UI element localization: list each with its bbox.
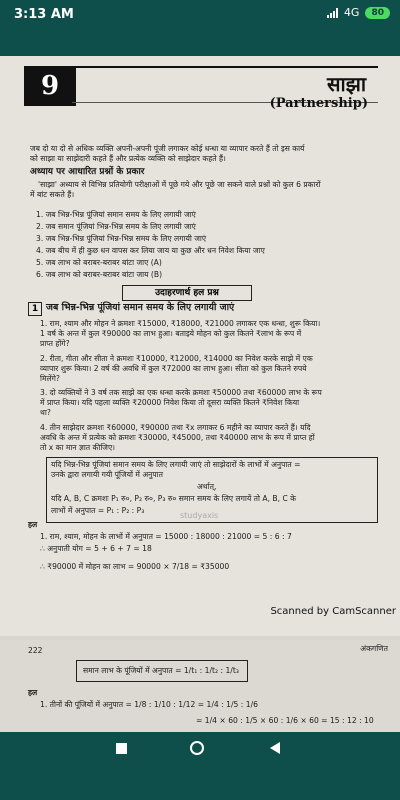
solution-line: = 1/4 × 60 : 1/5 × 60 : 1/6 × 60 = 15 : 12 : 10	[196, 716, 374, 725]
home-button[interactable]	[190, 741, 204, 755]
status-bar	[0, 0, 400, 30]
type-item: 6. जब लाभ को बराबर-बराबर बांटा जाय (B)	[36, 270, 163, 279]
question-line: तो x का मान ज्ञात कीजिए।	[40, 443, 116, 452]
question-line: 3. दो व्यक्तियों ने 3 वर्ष तक साझे का एक धन्धा करके क्रमशः ₹50000 तथा ₹60000 लाभ के रूप	[40, 388, 322, 397]
solution-label: हल	[28, 520, 38, 529]
rule-line: लाभों में अनुपात = P₁ : P₂ : P₃	[51, 506, 145, 515]
rule-line: अर्थात्,	[197, 482, 217, 491]
signal-icon	[327, 8, 338, 18]
recent-apps-button[interactable]	[116, 743, 127, 754]
chapter-title-hindi: साझा	[327, 72, 366, 96]
question-line: 2. रीता, गीता और सीता ने क्रमशः ₹10000, ₹12000, ₹14000 का निवेश करके साझे में एक	[40, 354, 313, 363]
chapter-title-english: (Partnership)	[269, 96, 368, 111]
document-viewer[interactable]	[0, 56, 400, 732]
section-number: 1	[28, 302, 42, 316]
types-intro-line: 'साझा' अध्याय से विभिन्न प्रतियोगी परीक्षाओं में पूछे गये और पूछे जा सकने वाले प्रश्नों को कुल 6 प्रकारों	[38, 180, 321, 189]
battery-icon: 80	[365, 7, 390, 19]
question-line: 4. तीन साझेदार क्रमशः ₹60000, ₹90000 तथा ₹x लगाकर 6 महीने का व्यापार करते हैं। यदि	[40, 423, 311, 432]
rule-line: यदि भिन्न-भिन्न पूंजियां समान समय के लिए लगायी जाएं तो साझेदारों के लाभों में अनुपात =	[51, 460, 301, 469]
status-icons	[327, 6, 390, 19]
scanned-by-label: Scanned by CamScanner	[270, 606, 396, 617]
document-page-1	[0, 56, 400, 636]
intro-line: को साझा या साझेदारी कहते हैं और प्रत्येक व्यक्ति को साझेदार कहते हैं।	[30, 154, 226, 163]
types-heading: अध्याय पर आधारित प्रश्नों के प्रकार	[30, 167, 145, 177]
question-line: 1. राम, श्याम और मोहन ने क्रमशः ₹15000, ₹18000, ₹21000 लगाकर एक धन्धा, शुरू किया।	[40, 319, 321, 328]
page-corner-label: अंकगणित	[360, 644, 388, 653]
type-item: 5. जब लाभ को बराबर-बराबर बांटा जाए (A)	[36, 258, 162, 267]
page-number: 222	[28, 646, 43, 655]
clock: 3:13 AM	[14, 7, 74, 22]
back-button[interactable]	[270, 742, 280, 754]
solution-line: ∴ अनुपाती योग = 5 + 6 + 7 = 18	[40, 544, 152, 553]
intro-line: जब दो या दो से अधिक व्यक्ति अपनी-अपनी पूंजी लगाकर कोई धन्धा या व्यापार करते हैं तो इस कार्य	[30, 144, 305, 153]
solution-label: हल	[28, 688, 38, 697]
question-line: प्राप्त होंगे?	[40, 339, 70, 348]
section-title: जब भिन्न-भिन्न पूंजियां समान समय के लिए लगायी जाएं	[46, 302, 235, 313]
network-label: 4G	[343, 6, 360, 19]
type-item: 2. जब समान पूंजियां भिन्न-भिन्न समय के लिए लगायी जाएं	[36, 222, 196, 231]
type-item: 3. जब भिन्न-भिन्न पूंजियां भिन्न-भिन्न समय के लिए लगायी जाएं	[36, 234, 207, 243]
question-line: मिलेंगे?	[40, 374, 60, 383]
solution-line: 1. राम, श्याम, मोहन के लाभों में अनुपात = 15000 : 18000 : 21000 = 5 : 6 : 7	[40, 532, 292, 541]
formula-box	[76, 660, 248, 682]
rule-line: उनके द्वारा लगायी गयी पूंजियों में अनुपात	[51, 470, 163, 479]
solution-line: 1. तीनों की पूंजियों में अनुपात = 1/8 : 1/10 : 1/12 = 1/4 : 1/5 : 1/6	[40, 700, 258, 709]
chapter-number: 9	[24, 66, 76, 106]
question-line: में प्राप्त किया। यदि पहला व्यक्ति ₹20000 निवेश किया तो दूसरा व्यक्ति कितने ₹निवेश किया	[40, 398, 300, 407]
watermark: studyaxis	[180, 511, 219, 520]
document-page-2	[0, 640, 400, 732]
rule-line: यदि A, B, C क्रमशः P₁ रु०, P₂ रु०, P₃ रु० समान समय के लिए लगायें तो A, B, C के	[51, 494, 296, 503]
formula-text: समान लाभ के पूंजियों में अनुपात = 1/t₁ : 1/t₂ : 1/t₃	[83, 666, 239, 675]
question-line: था?	[40, 408, 51, 417]
title-rule-top	[72, 66, 378, 68]
question-line: 1 वर्ष के अन्त में कुल ₹90000 का लाभ हुआ। बताइये मोहन को कुल कितने ₹लाभ के रूप में	[40, 329, 302, 338]
solution-line: ∴ ₹90000 में मोहन का लाभ = 90000 × 7/18 = ₹35000	[40, 562, 230, 571]
question-line: व्यापार शुरू किया। 2 वर्ष की अवधि में कुल ₹72000 का लाभ हुआ। सीता को कुल कितने रुपये	[40, 364, 307, 373]
type-item: 1. जब भिन्न-भिन्न पूंजियां समान समय के लिए लगायी जाएं	[36, 210, 196, 219]
app-toolbar	[0, 30, 400, 56]
types-intro-line: में बांट सकते हैं।	[30, 190, 75, 199]
solved-examples-heading: उदाहरणार्थ हल प्रश्न	[122, 285, 252, 301]
type-item: 4. जब बीच में ही कुछ धन वापस कर लिया जाय या कुछ और धन निवेश किया जाए	[36, 246, 265, 255]
question-line: अवधि के अन्त में प्रत्येक को क्रमशः ₹30000, ₹45000, तथा ₹40000 लाभ के रूप में प्राप्त हों	[40, 433, 315, 442]
